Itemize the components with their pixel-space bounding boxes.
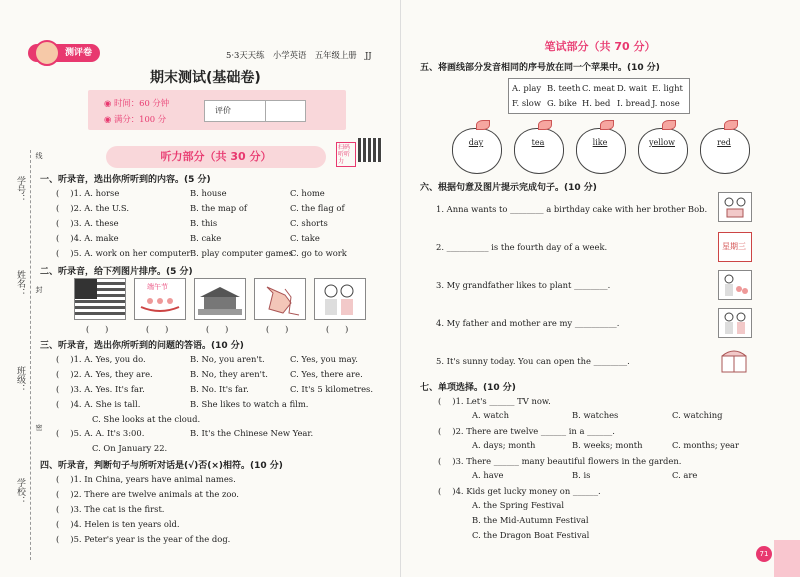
page-corner-decoration — [774, 540, 800, 577]
section-1-item-1: ( )1. A. horse — [56, 188, 120, 198]
section-7-question-4: ( )4. Kids get lucky money on ______. — [438, 486, 601, 496]
section-3-option-c-2: C. Yes, there are. — [290, 369, 363, 379]
section-3-option-b-3: B. No. It's far. — [190, 384, 249, 394]
section-1-option-b-5: B. play computer games — [190, 248, 293, 258]
section-1-option-b-3: B. this — [190, 218, 218, 228]
kangaroo-picture — [254, 278, 306, 320]
seal-line-mark: 线 — [35, 152, 43, 159]
section-7-option-b-2: B. weeks; month — [572, 440, 643, 450]
answer-blank-1[interactable]: ( ) — [86, 325, 109, 334]
section-7-option-b-3: B. is — [572, 470, 591, 480]
section-3-item-2: ( )2. A. Yes, they are. — [56, 369, 153, 379]
section-3-item-3: ( )3. A. Yes. It's far. — [56, 384, 145, 394]
calendar-picture — [718, 232, 752, 262]
section-7-option-c-3: C. are — [672, 470, 698, 480]
word-option-10: J. nose — [652, 98, 680, 108]
section-1-option-b-4: B. cake — [190, 233, 222, 243]
section-1-title: 一、听录音，选出你所听到的内容。(5 分) — [40, 175, 211, 185]
apple-leaf-icon — [600, 120, 614, 130]
section-3-option-b-7: C. On January 22. — [92, 443, 168, 453]
section-7-option-a-2: A. days; month — [472, 440, 536, 450]
section-1-item-3: ( )3. A. these — [56, 218, 119, 228]
section-3-title: 三、听录音，选出你所听到的问题的答语。(10 分) — [40, 341, 244, 351]
parents-picture — [718, 308, 752, 338]
listening-heading: 听力部分（共 30 分） — [106, 146, 326, 168]
apple-icon[interactable] — [452, 128, 502, 174]
school-label: 学校： — [15, 478, 25, 505]
section-4-item-4: ( )4. Helen is ten years old. — [56, 519, 180, 529]
apple-leaf-icon — [724, 120, 738, 130]
apple-icon[interactable] — [576, 128, 626, 174]
section-7-question-3: ( )3. There ______ many beautiful flowers in the garden. — [438, 456, 682, 466]
section-4-item-2: ( )2. There are twelve animals at the zoo. — [56, 489, 239, 499]
series-label: 5·3天天练 小学英语 五年级上册 JJ — [226, 50, 372, 60]
section-3-option-b-4: B. She likes to watch a film. — [190, 399, 309, 409]
apple-word-4: yellow — [648, 138, 676, 147]
family-cake-picture — [718, 192, 752, 222]
grandfather-flowers-icon — [719, 271, 751, 299]
kangaroo-icon — [255, 279, 305, 319]
section-7-option-c-4: C. the Dragon Boat Festival — [472, 530, 590, 540]
apple-icon[interactable] — [514, 128, 564, 174]
section-7-option-a-4: A. the Spring Festival — [472, 500, 565, 510]
section-7-option-b-4: B. the Mid-Autumn Festival — [472, 515, 589, 525]
section-6-item-1: 1. Anna wants to ________ a birthday cake with her brother Bob. — [436, 204, 708, 214]
page-title: 期末测试(基础卷) — [150, 70, 261, 86]
binding-line — [30, 150, 31, 560]
name-label: 姓名： — [15, 270, 25, 297]
section-7-question-1: ( )1. Let's ______ TV now. — [438, 396, 551, 406]
word-option-8: H. bed — [582, 98, 611, 108]
section-1-item-2: ( )2. A. the U.S. — [56, 203, 130, 213]
palace-icon — [195, 279, 245, 319]
class-label: 班级： — [15, 366, 25, 393]
word-option-3: C. meat — [582, 83, 615, 93]
seal-mark: 封 — [35, 286, 43, 293]
word-option-5: E. light — [652, 83, 683, 93]
secret-mark: 密 — [35, 424, 43, 431]
section-3-item-6: ( )5. A. A. It's 3:00. — [56, 428, 145, 438]
apple-icon[interactable] — [700, 128, 750, 174]
time-text: 时间：60 分钟 — [113, 98, 170, 108]
word-option-6: F. slow — [512, 98, 542, 108]
parents-icon — [719, 309, 751, 337]
us-flag-icon — [75, 279, 125, 319]
section-1-option-c-2: C. the flag of — [290, 203, 345, 213]
section-7-option-b-1: B. watches — [572, 410, 619, 420]
section-7-question-2: ( )2. There are twelve ______ in a ______. — [438, 426, 615, 436]
apple-word-3: like — [592, 138, 608, 147]
section-1-option-b-1: B. house — [190, 188, 227, 198]
word-option-7: G. bike — [547, 98, 577, 108]
apple-word-5: red — [717, 138, 731, 147]
us-flag-picture — [74, 278, 126, 320]
section-7-title: 七、单项选择。(10 分) — [420, 383, 516, 393]
section-6-item-4: 4. My father and mother are my __________. — [436, 318, 620, 328]
apple-word-1: day — [468, 138, 484, 147]
wednesday-label: 星期三 — [722, 242, 746, 251]
palace-picture — [194, 278, 246, 320]
section-7-option-c-1: C. watching — [672, 410, 723, 420]
family-cake-icon — [719, 193, 751, 221]
word-option-9: I. bread — [617, 98, 651, 108]
exam-badge: 测评卷 — [28, 44, 100, 62]
student-id-label: 学号： — [15, 176, 25, 203]
section-2-title: 二、听录音，给下列图片排序。(5 分) — [40, 267, 193, 277]
score-info: ◉ 满分：100 分 — [104, 114, 167, 124]
dragon-boat-picture — [134, 278, 186, 320]
section-1-option-c-4: C. take — [290, 233, 320, 243]
section-7-option-c-2: C. months; year — [672, 440, 740, 450]
score-text: 满分：100 分 — [113, 114, 167, 124]
section-6-item-5: 5. It's sunny today. You can open the ________. — [436, 356, 630, 366]
family-icon — [315, 279, 365, 319]
section-3-option-c-3: C. It's 5 kilometres. — [290, 384, 374, 394]
time-info: ◉ 时间：60 分钟 — [104, 98, 170, 108]
written-heading: 笔试部分（共 70 分） — [544, 40, 656, 53]
section-3-option-c-1: C. Yes, you may. — [290, 354, 358, 364]
answer-blank-3[interactable]: ( ) — [206, 325, 229, 334]
section-6-item-2: 2. __________ is the fourth day of a week. — [436, 242, 608, 252]
section-3-item-1: ( )1. A. Yes, you do. — [56, 354, 146, 364]
evaluation-box[interactable] — [204, 100, 306, 122]
section-4-title: 四、听录音，判断句子与所听对话是(√)否(×)相符。(10 分) — [40, 461, 283, 471]
word-option-4: D. wait — [617, 83, 647, 93]
qr-label: 扫码听听力 — [336, 142, 356, 167]
family-picture — [314, 278, 366, 320]
answer-blank-4[interactable]: ( ) — [266, 325, 289, 334]
section-1-option-c-5: C. go to work — [290, 248, 347, 258]
apple-word-2: tea — [531, 138, 545, 147]
window-picture — [718, 346, 750, 374]
qr-code-icon[interactable] — [358, 138, 382, 162]
section-3-option-b-6: B. It's the Chinese New Year. — [190, 428, 314, 438]
section-1-option-b-2: B. the map of — [190, 203, 247, 213]
evaluation-label: 评价 — [205, 101, 266, 121]
section-7-option-a-3: A. have — [472, 470, 504, 480]
section-4-item-3: ( )3. The cat is the first. — [56, 504, 165, 514]
section-5-title: 五、将画线部分发音相同的序号放在同一个苹果中。(10 分) — [420, 63, 660, 73]
section-3-item-4: ( )4. A. She is tall. — [56, 399, 141, 409]
section-1-item-5: ( )5. A. work on her computer — [56, 248, 191, 258]
apple-icon[interactable] — [638, 128, 688, 174]
answer-blank-5[interactable]: ( ) — [326, 325, 349, 334]
apple-leaf-icon — [662, 120, 676, 130]
window-icon — [718, 346, 750, 374]
page-number: 71 — [756, 546, 772, 562]
mascot-icon — [34, 40, 60, 66]
section-7-option-a-1: A. watch — [472, 410, 509, 420]
section-3-option-b-5: C. She looks at the cloud. — [92, 414, 201, 424]
section-6-item-3: 3. My grandfather likes to plant ________. — [436, 280, 611, 290]
section-6-title: 六、根据句意及图片提示完成句子。(10 分) — [420, 183, 597, 193]
answer-blank-2[interactable]: ( ) — [146, 325, 169, 334]
section-4-item-5: ( )5. Peter's year is the year of the dog. — [56, 534, 231, 544]
grandfather-picture — [718, 270, 752, 300]
section-3-option-b-1: B. No, you aren't. — [190, 354, 265, 364]
word-option-2: B. teeth — [547, 83, 581, 93]
section-3-option-b-2: B. No, they aren't. — [190, 369, 268, 379]
dragon-boat-label: 端午节 — [147, 283, 168, 291]
word-option-1: A. play — [512, 83, 542, 93]
section-1-item-4: ( )4. A. make — [56, 233, 119, 243]
section-1-option-c-1: C. home — [290, 188, 325, 198]
apple-leaf-icon — [476, 120, 490, 130]
section-1-option-c-3: C. shorts — [290, 218, 328, 228]
apple-leaf-icon — [538, 120, 552, 130]
section-4-item-1: ( )1. In China, years have animal names. — [56, 474, 236, 484]
